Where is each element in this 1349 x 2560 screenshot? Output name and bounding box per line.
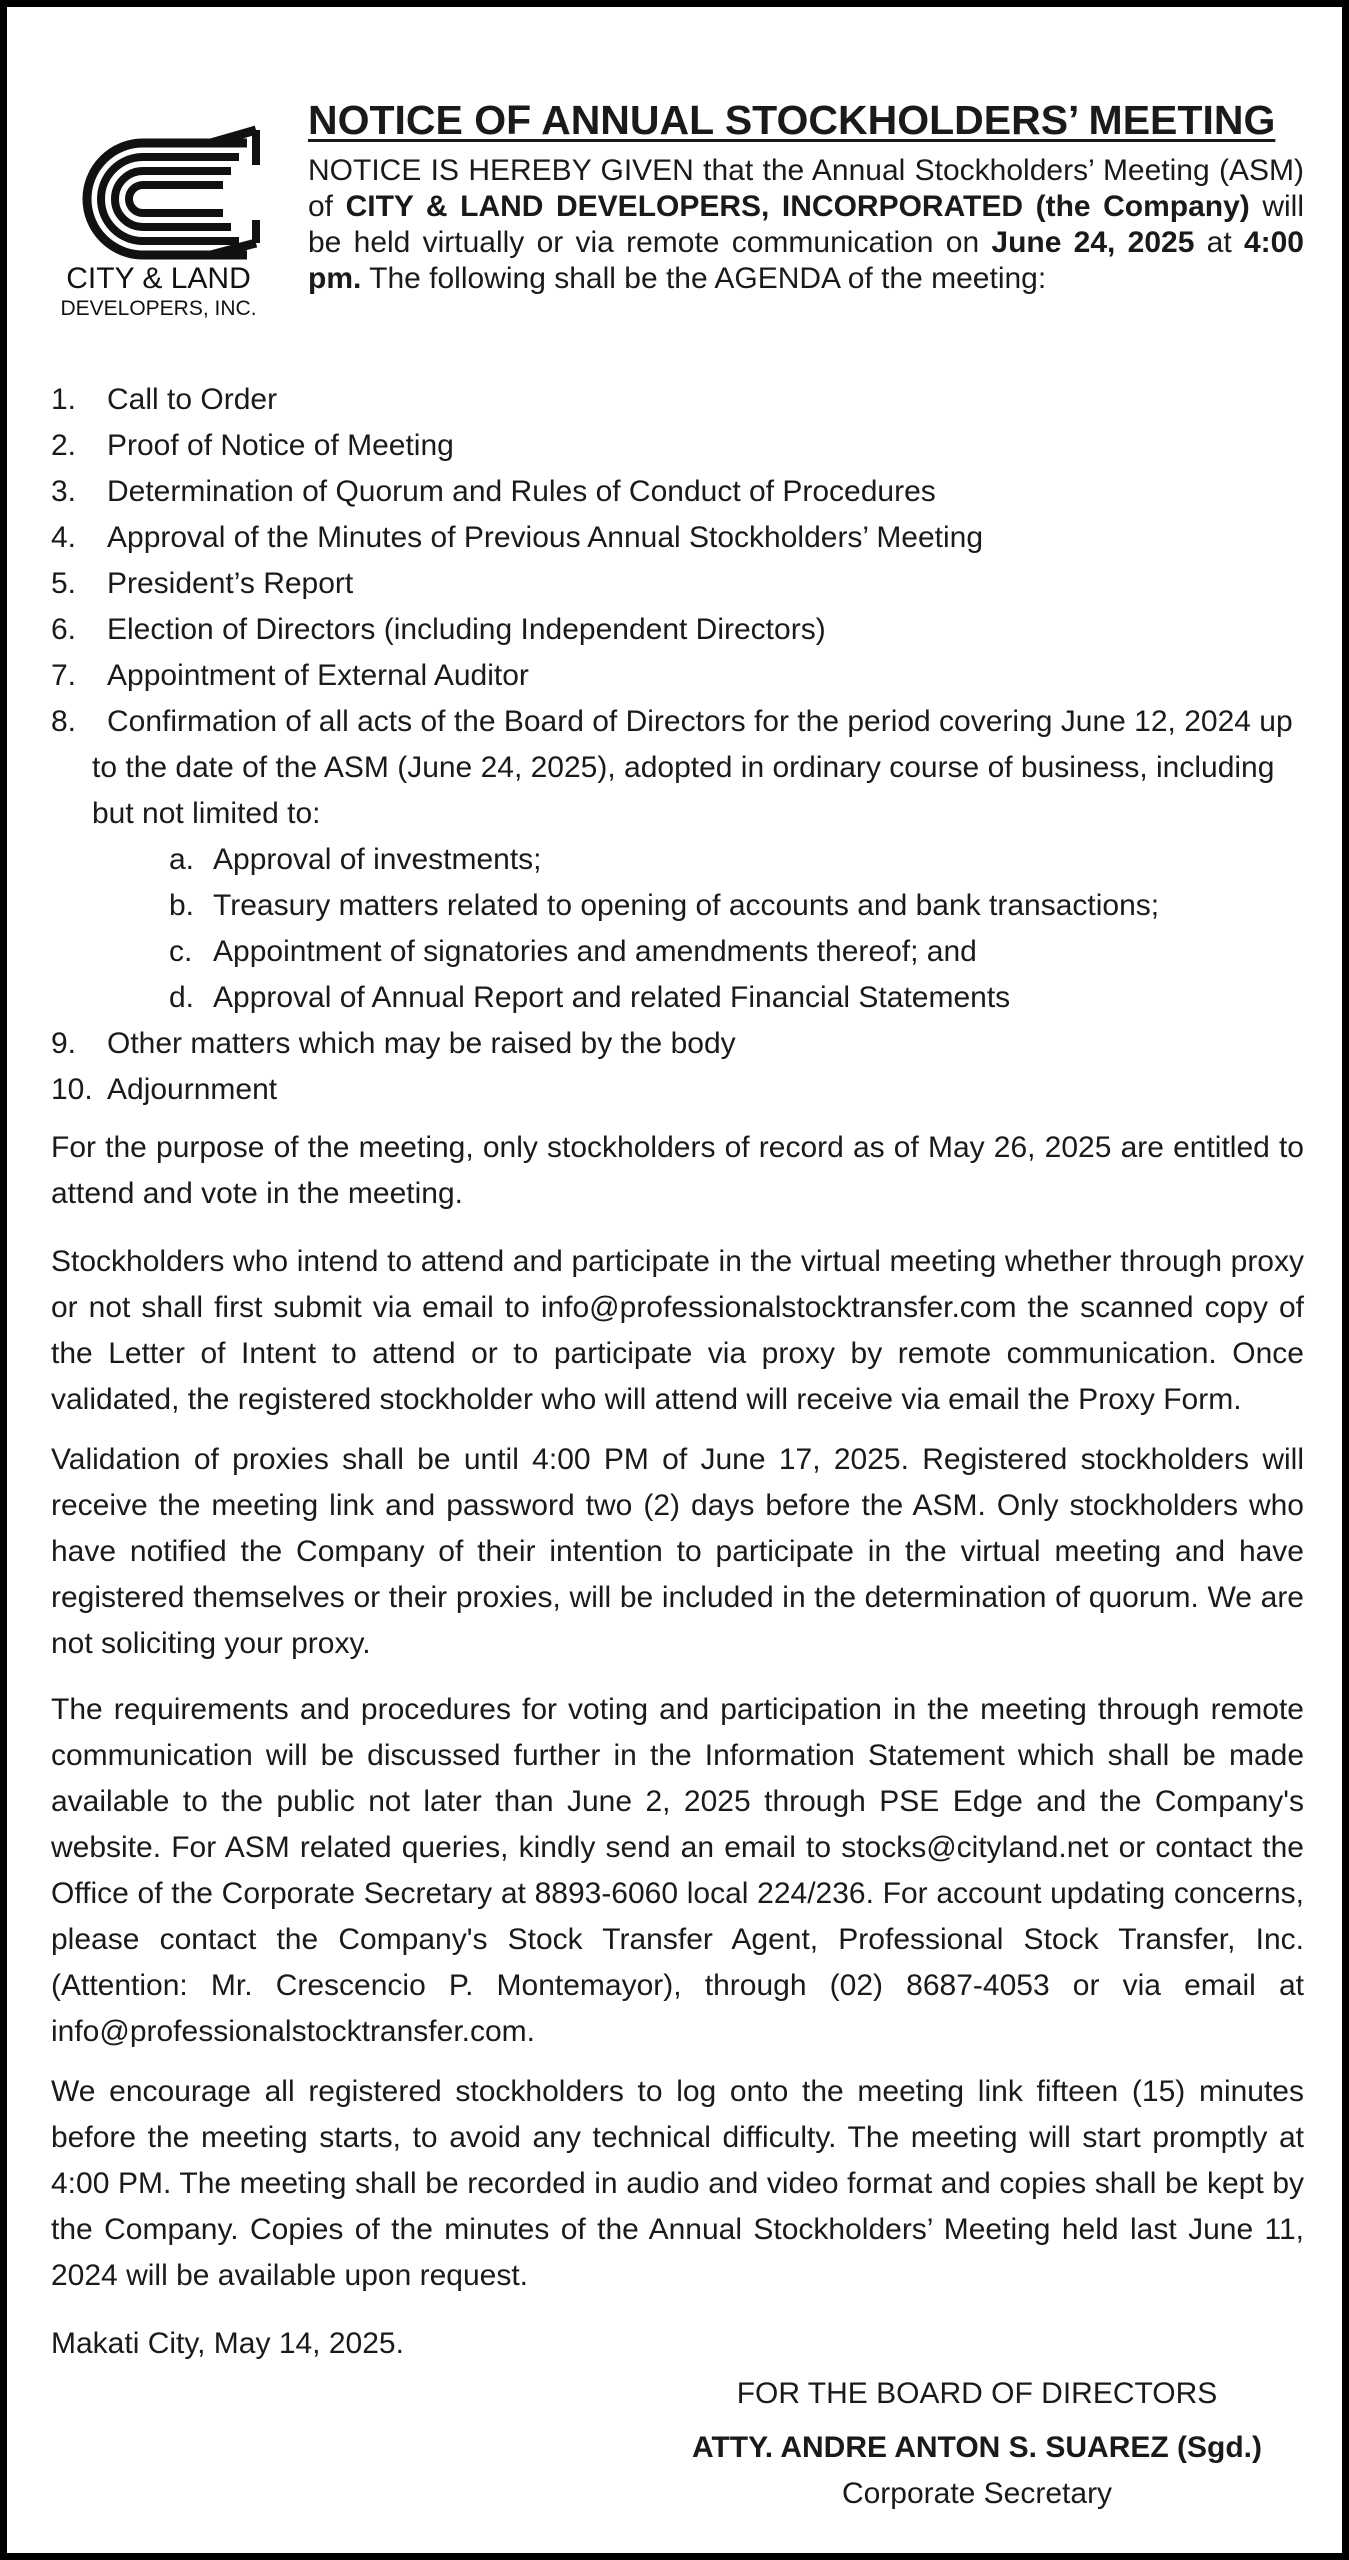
agenda-list	[7, 377, 1342, 1113]
agenda-text: Other matters which may be raised by the body	[107, 1027, 736, 1060]
intro-meeting-date: June 24, 2025	[991, 226, 1195, 259]
board-signoff: FOR THE BOARD OF DIRECTORS	[736, 2377, 1218, 2410]
intro-part-4: The following shall be the AGENDA of the meeting:	[361, 262, 1047, 295]
agenda-text: Call to Order	[107, 383, 278, 416]
agenda-text-line-1: Confirmation of all acts of the Board of Directors for the period covering June 12, 2024 up	[107, 705, 1293, 738]
agenda-number: 4.	[51, 521, 77, 554]
agenda-text: Appointment of External Auditor	[107, 659, 529, 692]
requirements-paragraph: The requirements and procedures for voting and participation in the meeting through remote communication will be discussed further in the Information Statement which shall be made available to the public not later than June 2, 2025 through PSE Edge and the Company's website. For ASM related queries, kindly send an email to stocks@cityland.net or contact the Office of the Corporate Secretary at 8893-6060 local 224/236. For account updating concerns, please contact the Company's Stock Transfer Agent, Professional Stock Transfer, Inc. (Attention: Mr. Crescencio P. Montemayor), through (02) 8687-4053 or via email at info@professionalstocktransfer.com.	[51, 1693, 1304, 2048]
notice-header	[7, 7, 1342, 347]
agenda-item	[7, 515, 1342, 561]
agenda-number: 10.	[51, 1073, 93, 1106]
agenda-number: 1.	[51, 383, 77, 416]
agenda-number: 9.	[51, 1027, 77, 1060]
signatory-name: ATTY. ANDRE ANTON S. SUAREZ (Sgd.)	[692, 2431, 1262, 2464]
notice-title: NOTICE OF ANNUAL STOCKHOLDERS’ MEETING	[308, 97, 1276, 143]
logo-company-name: CITY & LAND	[66, 262, 251, 295]
intro-part-2: will be held virtually or via remote communication on	[308, 190, 1305, 259]
agenda-number: 2.	[51, 429, 77, 462]
agenda-item	[7, 469, 1342, 515]
agenda-number: 3.	[51, 475, 77, 508]
place-date-line: Makati City, May 14, 2025.	[51, 2327, 404, 2360]
agenda-number: 8.	[51, 705, 77, 738]
agenda-text: Election of Directors (including Independent Directors)	[107, 613, 826, 646]
agenda-number: 6.	[51, 613, 77, 646]
logo-company-subtitle: DEVELOPERS, INC.	[60, 297, 257, 320]
agenda-subitems	[7, 837, 1342, 1021]
city-land-logo-icon	[51, 125, 266, 260]
validation-paragraph: Validation of proxies shall be until 4:00 PM of June 17, 2025. Registered stockholders will receive the meeting link and password two (2) days before the ASM. Only stockholders who have notified the Company of their intention to participate in the virtual meeting and have registered themselves or their proxies, will be included in the determination of quorum. We are not soliciting your proxy.	[51, 1443, 1304, 1660]
agenda-text-line-3: but not limited to:	[92, 797, 321, 830]
subitem-text: Treasury matters related to opening of accounts and bank transactions;	[213, 889, 1160, 922]
agenda-item	[7, 653, 1342, 699]
subitem-letter: b.	[169, 889, 195, 922]
agenda-item	[7, 561, 1342, 607]
agenda-item	[7, 1067, 1342, 1113]
agenda-subitem	[7, 929, 1342, 975]
signatory-role: Corporate Secretary	[841, 2477, 1113, 2510]
attendance-paragraph: Stockholders who intend to attend and participate in the virtual meeting whether through proxy or not shall first submit via email to info@professionalstocktransfer.com the scanned copy of the Letter of Intent to attend or to participate via proxy by remote communication. Once validated, the registered stockholder who will attend will receive via email the Proxy Form.	[51, 1245, 1304, 1416]
company-logo	[51, 125, 266, 333]
intro-paragraph	[308, 153, 1304, 297]
subitem-text: Appointment of signatories and amendments thereof; and	[213, 935, 977, 968]
agenda-item	[7, 423, 1342, 469]
subitem-text: Approval of investments;	[213, 843, 542, 876]
subitem-text: Approval of Annual Report and related Financial Statements	[213, 981, 1011, 1014]
subitem-letter: d.	[169, 981, 195, 1014]
intro-part-3: at	[1194, 226, 1244, 259]
agenda-text: Approval of the Minutes of Previous Annual Stockholders’ Meeting	[107, 521, 984, 554]
agenda-subitem	[7, 883, 1342, 929]
agenda-item	[7, 377, 1342, 423]
agenda-number: 7.	[51, 659, 77, 692]
agenda-item	[7, 699, 1342, 837]
agenda-sublist	[7, 837, 1342, 1021]
agenda-text: Determination of Quorum and Rules of Conduct of Procedures	[107, 475, 936, 508]
agenda-subitem	[7, 837, 1342, 883]
intro-part-1: NOTICE IS HEREBY GIVEN that the Annual Stockholders’ Meeting (ASM) of	[308, 154, 1304, 223]
subitem-letter: c.	[169, 935, 193, 968]
agenda-number: 5.	[51, 567, 77, 600]
agenda-text: Adjournment	[107, 1073, 278, 1106]
agenda-item	[7, 607, 1342, 653]
agenda-subitem	[7, 975, 1342, 1021]
agenda-item	[7, 1021, 1342, 1067]
agenda-text: President’s Report	[107, 567, 354, 600]
agenda-text: Proof of Notice of Meeting	[107, 429, 454, 462]
record-date-paragraph: For the purpose of the meeting, only stockholders of record as of May 26, 2025 are entitled to attend and vote in the meeting.	[51, 1131, 1304, 1210]
subitem-letter: a.	[169, 843, 195, 876]
encouragement-paragraph: We encourage all registered stockholders to log onto the meeting link fifteen (15) minutes before the meeting starts, to avoid any technical difficulty. The meeting will start promptly at 4:00 PM. The meeting shall be recorded in audio and video format and copies shall be kept by the Company. Copies of the minutes of the Annual Stockholders’ Meeting held last June 11, 2024 will be available upon request.	[51, 2075, 1304, 2292]
intro-meeting-time: 4:00 pm.	[308, 226, 1304, 295]
agenda-text-line-2: to the date of the ASM (June 24, 2025), adopted in ordinary course of business, including	[92, 751, 1275, 784]
intro-company-name: CITY & LAND DEVELOPERS, INCORPORATED (the Company)	[345, 190, 1250, 223]
